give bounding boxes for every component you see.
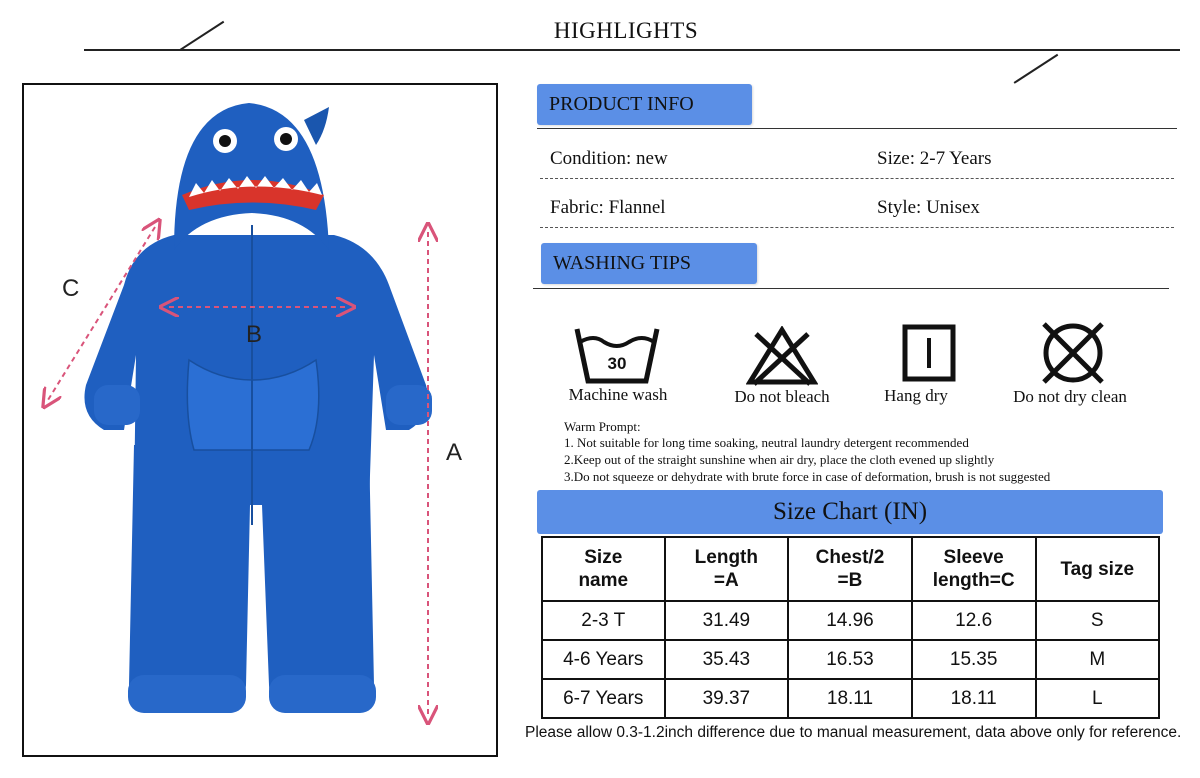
table-row <box>542 601 1159 640</box>
table-cell: 12.6 <box>912 601 1036 640</box>
table-cell: 31.49 <box>665 601 789 640</box>
table-cell: 14.96 <box>788 601 912 640</box>
table-cell: S <box>1036 601 1159 640</box>
dimension-label-b: B <box>246 321 263 348</box>
wash-temp-text: 30 <box>607 354 627 373</box>
warm-prompt-item: 1. Not suitable for long time soaking, neutral laundry detergent recommended <box>564 435 969 450</box>
column-header-chest: Chest/2 =B <box>788 537 912 601</box>
column-header-size-name: Size name <box>542 537 665 601</box>
dimension-label-c: C <box>62 275 80 302</box>
table-cell: 18.11 <box>912 679 1036 718</box>
table-row <box>542 640 1159 679</box>
hang-dry-icon <box>902 324 956 382</box>
do-not-bleach-icon <box>746 326 818 386</box>
header-slash-right <box>1014 54 1058 84</box>
product-info-heading: PRODUCT INFO <box>537 84 752 125</box>
warm-prompt-item: 3.Do not squeeze or dehydrate with brute force in case of deformation, brush is not suggested <box>564 469 1051 484</box>
warm-prompt-item: 2.Keep out of the straight sunshine when air dry, place the cloth evened up slightly <box>564 452 995 467</box>
table-cell: 2-3 T <box>542 601 665 640</box>
shark-onesie-illustration <box>24 85 498 757</box>
table-header-row <box>542 537 1159 601</box>
table-cell: 6-7 Years <box>542 679 665 718</box>
header-divider <box>84 49 1180 51</box>
product-image <box>22 83 498 757</box>
fabric-text: Fabric: Flannel <box>550 197 666 218</box>
machine-wash-label: Machine wash <box>568 385 668 404</box>
washing-tips-heading: WASHING TIPS <box>541 243 757 284</box>
style-text: Style: Unisex <box>877 197 980 218</box>
table-cell: 15.35 <box>912 640 1036 679</box>
product-info-divider <box>537 128 1177 129</box>
size-chart-title: Size Chart (IN) <box>537 490 1163 534</box>
table-cell: 39.37 <box>665 679 789 718</box>
table-cell: 18.11 <box>788 679 912 718</box>
dimension-label-a: A <box>446 439 463 466</box>
table-cell: L <box>1036 679 1159 718</box>
column-header-tag-size: Tag size <box>1036 537 1159 601</box>
size-text: Size: 2-7 Years <box>877 148 992 169</box>
table-cell: M <box>1036 640 1159 679</box>
table-cell: 35.43 <box>665 640 789 679</box>
do-not-dry-clean-icon <box>1038 320 1108 386</box>
do-not-dry-clean-label: Do not dry clean <box>1013 387 1127 406</box>
column-header-length: Length =A <box>665 537 789 601</box>
table-cell: 4-6 Years <box>542 640 665 679</box>
machine-wash-30-icon <box>574 326 660 384</box>
hang-dry-label: Hang dry <box>884 386 948 405</box>
column-header-sleeve: Sleeve length=C <box>912 537 1036 601</box>
table-row <box>542 679 1159 718</box>
do-not-bleach-label: Do not bleach <box>734 387 830 406</box>
info-row-divider <box>540 227 1174 228</box>
condition-text: Condition: new <box>550 148 668 169</box>
page-title: HIGHLIGHTS <box>553 18 699 43</box>
info-row-divider <box>540 178 1174 179</box>
warm-prompt-title: Warm Prompt: <box>564 419 641 434</box>
size-chart-note: Please allow 0.3-1.2inch difference due to manual measurement, data above only for reference. <box>525 724 1182 741</box>
size-chart-table <box>541 536 1160 719</box>
table-cell: 16.53 <box>788 640 912 679</box>
washing-tips-divider <box>533 288 1169 289</box>
